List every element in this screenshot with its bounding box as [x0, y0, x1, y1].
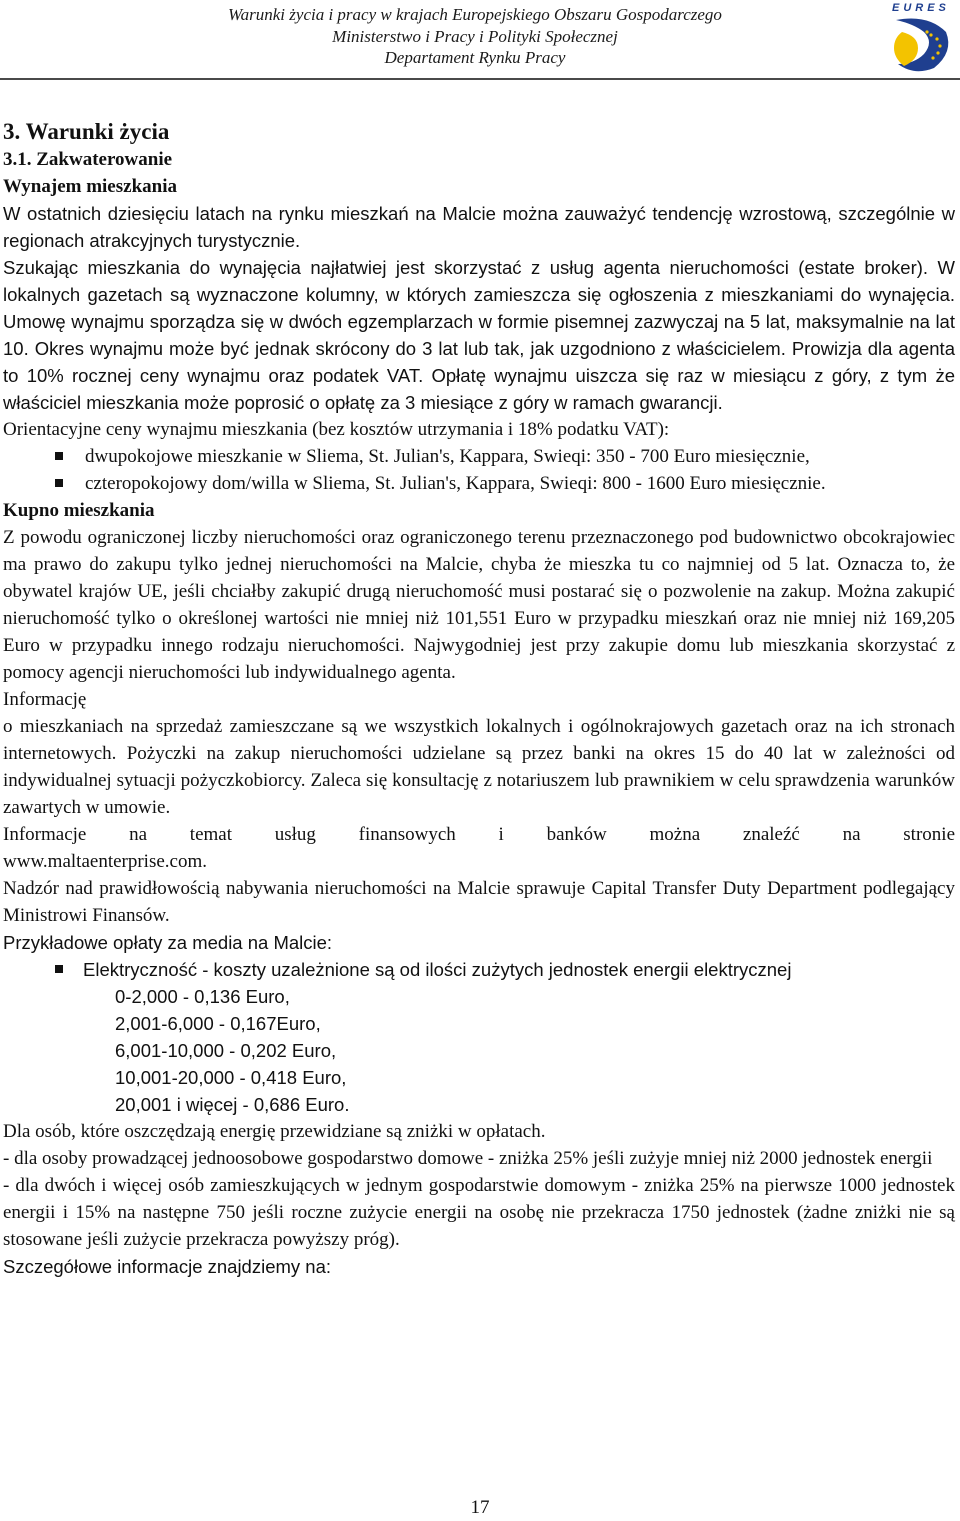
discount-intro: Dla osób, które oszczędzają energię przewidziane są zniżki w opłatach. [3, 1121, 546, 1142]
page-number: 17 [470, 1497, 490, 1518]
bullet-icon [55, 452, 63, 460]
tariff-item: 20,001 i więcej - 0,686 Euro. [115, 1094, 350, 1115]
tariff-item: 2,001-6,000 - 0,167Euro, [115, 1013, 321, 1034]
page-header [0, 0, 960, 80]
header-line-1: Warunki życia i pracy w krajach Europejskiego Obszaru Gospodarczego [228, 5, 722, 24]
eures-logo-wordmark: EURES [892, 2, 950, 14]
list-item-text: dwupokojowe mieszkanie w Sliema, St. Julian's, Kappara, Swieqi: 350 - 700 Euro miesięcznie, [85, 446, 810, 467]
list-item [39, 470, 955, 497]
tariff-item: 0-2,000 - 0,136 Euro, [115, 986, 290, 1007]
tariff-item: 6,001-10,000 - 0,202 Euro, [115, 1040, 337, 1061]
tariff-item: 10,001-20,000 - 0,418 Euro, [115, 1067, 347, 1088]
section-title: 3. Warunki życia [3, 119, 170, 144]
rent-price-list [3, 443, 955, 497]
rent-heading: Wynajem mieszkania [3, 176, 177, 197]
utilities-list [3, 956, 955, 983]
discount-single: - dla osoby prowadzącej jednoosobowe gospodarstwo domowe - zniżka 25% jeśli zużyje mniej niż 2000 jednostek energii [3, 1148, 933, 1169]
list-item-text: czteropokojowy dom/willa w Sliema, St. Julian's, Kappara, Swieqi: 800 - 1600 Euro miesięcznie. [85, 473, 826, 494]
buy-heading: Kupno mieszkania [3, 500, 155, 521]
bullet-icon [55, 479, 63, 487]
header-line-3: Departament Rynku Pracy [384, 48, 566, 67]
details-line: Szczegółowe informacje znajdziemy na: [3, 1256, 332, 1277]
list-item [55, 956, 955, 983]
header-text [190, 4, 760, 69]
bullet-icon [55, 965, 63, 973]
maltaenterprise-link[interactable]: www.maltaenterprise.com. [3, 851, 207, 872]
header-divider [0, 78, 960, 80]
header-line-2: Ministerstwo i Pracy i Polityki Społecznej [332, 26, 618, 46]
eures-logo [884, 2, 958, 76]
rent-paragraph-1: W ostatnich dziesięciu latach na rynku mieszkań na Malcie można zauważyć tendencję wzrostową, szczególnie w regionach atrakcyjnych turystycznie. [3, 203, 955, 251]
subsection-title: 3.1. Zakwaterowanie [3, 149, 173, 170]
buy-paragraph-3a: Informacje na temat usług finansowych i banków można znaleźć na stronie [3, 824, 955, 845]
buy-paragraph-4: Nadzór nad prawidłowością nabywania nieruchomości na Malcie sprawuje Capital Transfer Duty Department podlegający Ministrowi Finansów. [3, 878, 955, 926]
list-item-text: Elektryczność - koszty uzależnione są od ilości zużytych jednostek energii elektrycznej [83, 959, 792, 980]
info-label: Informację [3, 689, 87, 710]
utilities-intro: Przykładowe opłaty za media na Malcie: [3, 932, 333, 953]
rent-paragraph-2: Szukając mieszkania do wynajęcia najłatwiej jest skorzystać z usług agenta nieruchomości (estate broker). W lokalnych gazetach są wyznaczone kolumny, w których zamieszcza się ogłoszenia z mieszkaniami do wynajęcia. Umowę wynajmu sporządza się w dwóch egzemplarzach w formie pisemnej zazwyczaj na 5 lat, maksymalnie na lat 10. Okres wynajmu może być jednak skrócony do 3 lat lub tak, jak uzgodniono z właścicielem. Prowizja dla agenta to 10% rocznej ceny wynajmu oraz podatek VAT. Opłatę wynajmu uiszcza się raz w miesiącu z góry, z tym że właściciel mieszkania może poprosić o opłatę za 3 miesiące z góry w ramach gwarancji. [3, 257, 955, 413]
tariff-list [115, 983, 955, 1118]
buy-paragraph-2: o mieszkaniach na sprzedaż zamieszczane są we wszystkich lokalnych i ogólnokrajowych gazetach oraz na ich stronach internetowych. Pożyczki na zakup nieruchomości udzielane są przez banki na okres 15 do 40 lat w zależności od indywidualnej sytuacji pożyczkobiorcy. Zaleca się konsultację z notariuszem lub prawnikiem w celu sprawdzenia warunków zawartych w umowie. [3, 716, 955, 818]
buy-paragraph-1: Z powodu ograniczonej liczby nieruchomości oraz ograniczonego terenu przeznaczonego pod budownictwo obcokrajowiec ma prawo do zakupu tylko jednej nieruchomości na Malcie, chyba że mieszka tu co najmniej od 5 lat. Oznacza to, że obywatel krajów UE, jeśli chciałby zakupić drugą nieruchomość musi postarać się o pozwolenie na zakup. Można zakupić nieruchomość tylko o określonej wartości nie mniej niż 101,551 Euro w przypadku mieszkań oraz nie mniej niż 169,205 Euro w przypadku innego rodzaju nieruchomości. Najwygodniej jest przy zakupie domu lub mieszkania skorzystać z pomocy agencji nieruchomości lub indywidualnego agenta. [3, 527, 955, 683]
discount-multi: - dla dwóch i więcej osób zamieszkujących w jednym gospodarstwie domowym - zniżka 25% na pierwsze 1000 jednostek energii i 15% na następne 750 jeśli roczne zużycie energii na osobę nie przekracza 1750 jednostek (żadne zniżki nie są stosowane jeśli zużycie przekracza powyższy próg). [3, 1175, 955, 1250]
page-content [3, 118, 955, 1280]
rent-prices-intro: Orientacyjne ceny wynajmu mieszkania (bez kosztów utrzymania i 18% podatku VAT): [3, 419, 670, 440]
list-item [39, 443, 955, 470]
